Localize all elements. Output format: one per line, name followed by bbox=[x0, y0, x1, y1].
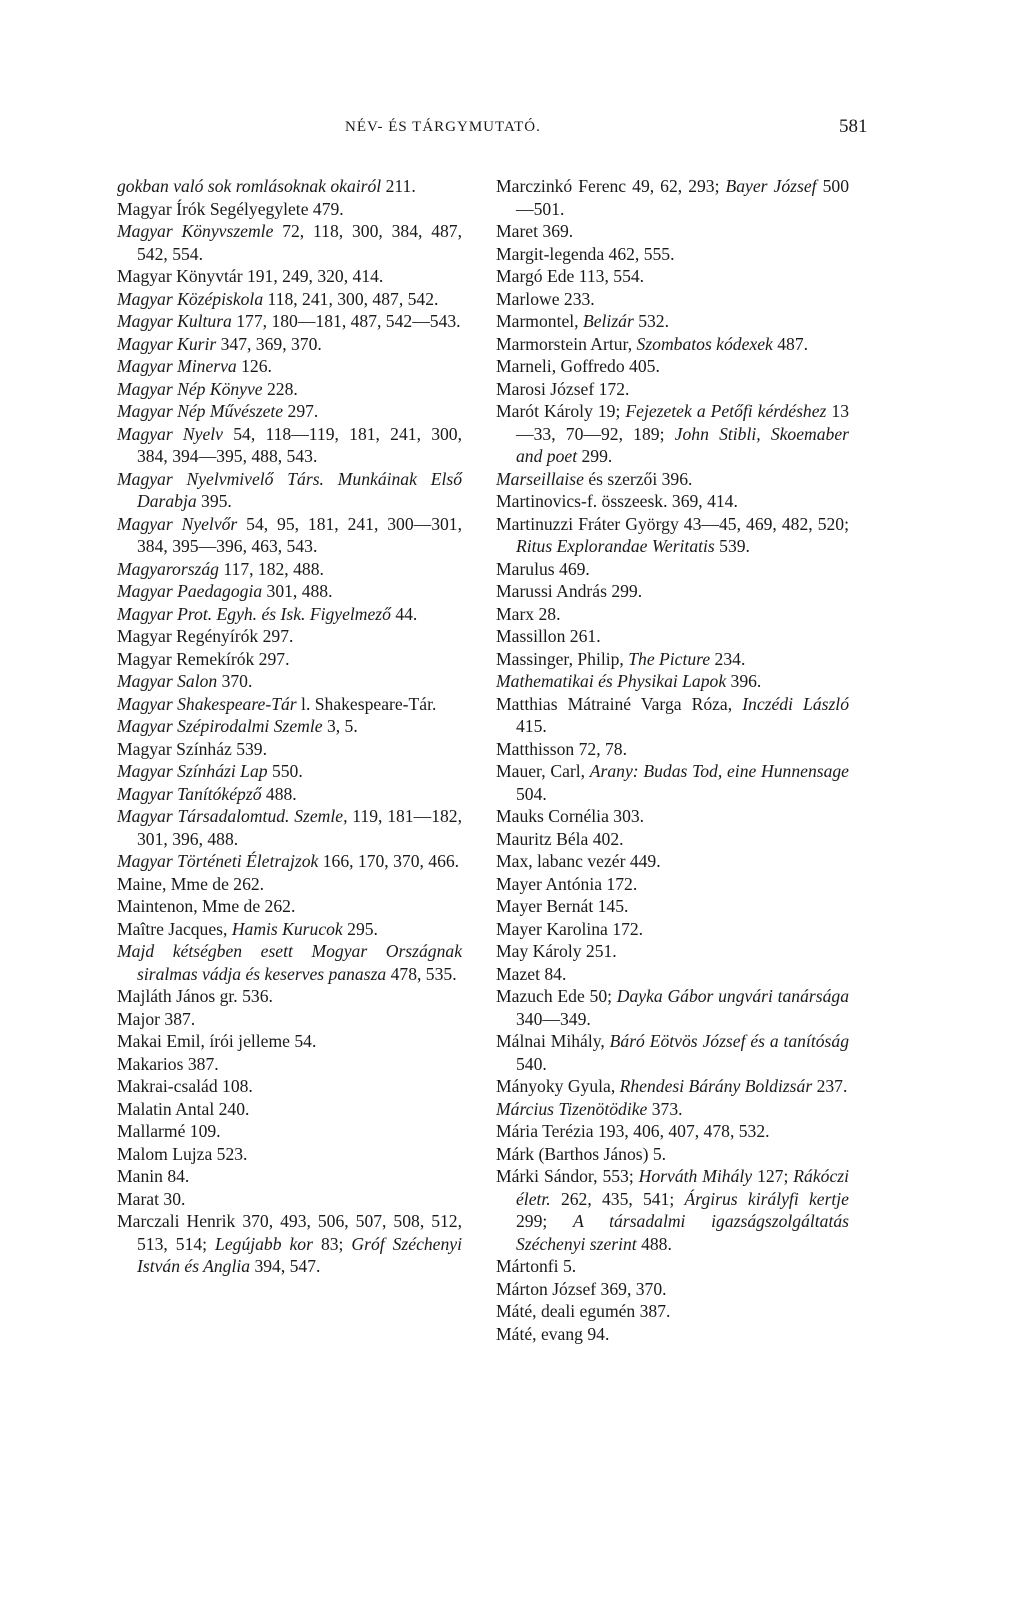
entry-title: Magyar Shakespeare-Tár bbox=[117, 693, 297, 714]
entry-text: Mayer Karolina 172. bbox=[496, 918, 644, 939]
entry-text: 297. bbox=[283, 401, 319, 421]
entry-text: Mauritz Béla 402. bbox=[496, 828, 624, 849]
index-entry bbox=[496, 1075, 849, 1098]
entry-text: és szerzői 396. bbox=[583, 468, 693, 489]
entry-title: John Stibli, Skoemaber and poet bbox=[516, 423, 849, 466]
entry-title: Magyar Nyelv bbox=[117, 423, 223, 444]
index-entry bbox=[496, 400, 849, 468]
entry-text: 532. bbox=[633, 311, 669, 331]
entry-text: Maine, Mme de 262. bbox=[117, 873, 265, 894]
entry-text: Maître Jacques, bbox=[117, 918, 232, 939]
index-entry bbox=[496, 558, 849, 581]
index-entry bbox=[496, 220, 849, 243]
entry-title: Magyar Középiskola bbox=[117, 288, 264, 309]
entry-text: 118, 241, 300, 487, 542. bbox=[263, 288, 439, 309]
entry-title: Magyar Nép Könyve bbox=[117, 378, 263, 399]
index-column-left bbox=[117, 175, 462, 1278]
entry-text: 396. bbox=[726, 671, 762, 691]
index-entry bbox=[496, 805, 849, 828]
index-entry bbox=[496, 918, 849, 941]
entry-title: Magyar Tanítóképző bbox=[117, 783, 262, 804]
index-entry bbox=[117, 648, 462, 671]
index-entry bbox=[117, 603, 462, 626]
entry-title: Árgirus királyfi kertje bbox=[684, 1188, 849, 1209]
index-entry bbox=[117, 1188, 462, 1211]
entry-title: Magyar Minerva bbox=[117, 356, 237, 376]
entry-text: May Károly 251. bbox=[496, 941, 617, 961]
entry-text: 395. bbox=[196, 491, 232, 511]
entry-title: Bayer József bbox=[725, 176, 817, 196]
entry-text: Mazet 84. bbox=[496, 963, 567, 984]
index-entry bbox=[117, 940, 462, 985]
entry-text: Marczinkó Ferenc 49, 62, 293; bbox=[496, 176, 726, 196]
entry-text: Marczali Henrik 370, 493, 506, 507, 508, 512, 513, 514; bbox=[117, 1211, 462, 1254]
index-entry bbox=[117, 985, 462, 1008]
index-entry bbox=[496, 1120, 849, 1143]
index-entry bbox=[496, 1278, 849, 1301]
entry-title: Inczédi László bbox=[742, 693, 849, 714]
index-entry bbox=[117, 760, 462, 783]
index-entry bbox=[117, 513, 462, 558]
entry-title: Magyar Szépirodalmi Szemle bbox=[117, 716, 323, 736]
index-entry bbox=[117, 400, 462, 423]
entry-text: Margó Ede 113, 554. bbox=[496, 266, 645, 286]
index-entry bbox=[496, 760, 849, 805]
entry-text: Malatin Antal 240. bbox=[117, 1098, 250, 1119]
index-entry bbox=[117, 1075, 462, 1098]
entry-text: 54, 95, 181, 241, 300—301, 384, 395—396, 463, 543. bbox=[137, 513, 463, 556]
index-entry bbox=[496, 1300, 849, 1323]
entry-text: 540. bbox=[516, 1053, 547, 1074]
entry-text: Matthias Mátrainé Varga Róza, bbox=[496, 693, 743, 714]
entry-title: Báró Eötvös József és a tanítóság bbox=[609, 1031, 849, 1051]
entry-text: Maret 369. bbox=[496, 221, 574, 241]
index-entry bbox=[496, 310, 849, 333]
entry-title: Mathematikai és Physikai Lapok bbox=[496, 671, 727, 691]
index-entry bbox=[496, 265, 849, 288]
entry-text: Máté, deali egumén 387. bbox=[496, 1301, 671, 1321]
entry-text: 488. bbox=[636, 1233, 672, 1254]
entry-text: l. Shakespeare-Tár. bbox=[296, 693, 437, 714]
entry-text: Mária Terézia 193, 406, 407, 478, 532. bbox=[496, 1121, 770, 1141]
entry-text: Marót Károly 19; bbox=[496, 401, 626, 421]
entry-title: Magyar Társadalomtud. Szemle, bbox=[117, 806, 348, 826]
entry-text: Marmorstein Artur, bbox=[496, 333, 637, 354]
entry-text: 340—349. bbox=[516, 1008, 591, 1029]
entry-text: 44. bbox=[390, 603, 418, 624]
entry-text: Mayer Bernát 145. bbox=[496, 896, 629, 916]
index-entry bbox=[117, 1030, 462, 1053]
entry-text: Matthisson 72, 78. bbox=[496, 738, 627, 759]
entry-text: Marat 30. bbox=[117, 1188, 186, 1209]
entry-text: Mauks Cornélia 303. bbox=[496, 806, 645, 826]
index-entry bbox=[496, 693, 849, 738]
index-entry bbox=[496, 355, 849, 378]
index-entry bbox=[117, 738, 462, 761]
entry-text: Martinovics-f. összeesk. 369, 414. bbox=[496, 491, 738, 511]
entry-text: 478, 535. bbox=[386, 963, 457, 984]
entry-title: Magyar Történeti Életrajzok bbox=[117, 851, 319, 871]
index-entry bbox=[496, 985, 849, 1030]
index-entry bbox=[117, 1120, 462, 1143]
index-entry bbox=[117, 220, 462, 265]
index-entry bbox=[496, 738, 849, 761]
entry-text: 13—33, 70—92, 189; bbox=[516, 401, 849, 444]
entry-text: Magyar Színház 539. bbox=[117, 738, 267, 759]
index-entry bbox=[117, 265, 462, 288]
entry-text: Mártonfi 5. bbox=[496, 1256, 577, 1276]
entry-title: Marseillaise bbox=[496, 468, 584, 489]
entry-title: Magyar Színházi Lap bbox=[117, 761, 268, 781]
index-entry bbox=[117, 850, 462, 873]
entry-text: Marlowe 233. bbox=[496, 288, 595, 309]
index-entry bbox=[117, 558, 462, 581]
entry-text: 295. bbox=[342, 918, 378, 939]
entry-text: 127; bbox=[752, 1166, 794, 1186]
index-entry bbox=[496, 963, 849, 986]
index-entry bbox=[496, 1165, 849, 1255]
index-entry bbox=[496, 243, 849, 266]
entry-text: Magyar Remekírók 297. bbox=[117, 648, 290, 669]
entry-text: Marussi András 299. bbox=[496, 581, 643, 601]
index-entry bbox=[117, 355, 462, 378]
entry-text: 126. bbox=[236, 356, 272, 376]
index-entry bbox=[117, 1008, 462, 1031]
entry-text: Márki Sándor, 553; bbox=[496, 1166, 639, 1186]
entry-title: Magyar Salon bbox=[117, 671, 218, 691]
entry-text: Marosi József 172. bbox=[496, 378, 630, 399]
index-entry bbox=[117, 805, 462, 850]
entry-title: Március Tizenötödike bbox=[496, 1098, 648, 1119]
entry-text: Margit-legenda 462, 555. bbox=[496, 243, 675, 264]
entry-text: 3, 5. bbox=[322, 716, 358, 736]
entry-text: Makrai-család 108. bbox=[117, 1076, 253, 1096]
index-entry bbox=[496, 648, 849, 671]
index-entry bbox=[496, 378, 849, 401]
index-entry bbox=[117, 895, 462, 918]
index-entry bbox=[496, 603, 849, 626]
entry-text: Márk (Barthos János) 5. bbox=[496, 1143, 667, 1164]
entry-text: 117, 182, 488. bbox=[218, 558, 324, 579]
index-entry bbox=[496, 580, 849, 603]
index-entry bbox=[496, 333, 849, 356]
index-entry bbox=[117, 873, 462, 896]
entry-text: Mayer Antónia 172. bbox=[496, 873, 638, 894]
entry-text: 54, 118—119, 181, 241, 300, 384, 394—395, 488, 543. bbox=[137, 423, 462, 466]
entry-text: 237. bbox=[812, 1076, 848, 1096]
index-entry bbox=[496, 1143, 849, 1166]
entry-text: Max, labanc vezér 449. bbox=[496, 851, 661, 871]
index-entry bbox=[496, 670, 849, 693]
entry-text: 373. bbox=[647, 1098, 683, 1119]
entry-text: Máté, evang 94. bbox=[496, 1323, 610, 1344]
index-entry bbox=[117, 378, 462, 401]
index-entry bbox=[117, 1143, 462, 1166]
entry-title: Legújabb kor bbox=[215, 1233, 313, 1254]
entry-text: 488. bbox=[261, 783, 297, 804]
entry-text: 347, 369, 370. bbox=[216, 333, 322, 354]
entry-title: Szombatos kódexek bbox=[636, 333, 773, 354]
entry-text: 500—501. bbox=[516, 176, 849, 219]
entry-text: Málnai Mihály, bbox=[496, 1031, 610, 1051]
entry-title: Horváth Mihály bbox=[638, 1166, 753, 1186]
entry-title: Belizár bbox=[582, 311, 634, 331]
entry-text: 550. bbox=[267, 761, 303, 781]
index-entry bbox=[496, 850, 849, 873]
entry-title: Magyar Kurir bbox=[117, 333, 217, 354]
index-entry bbox=[496, 940, 849, 963]
entry-text: 234. bbox=[710, 648, 746, 669]
index-entry bbox=[496, 1255, 849, 1278]
index-entry bbox=[117, 783, 462, 806]
index-entry bbox=[117, 1053, 462, 1076]
entry-text: Martinuzzi Fráter György 43—45, 469, 482, 520; bbox=[496, 513, 849, 534]
entry-text: Massinger, Philip, bbox=[496, 648, 629, 669]
entry-text: 415. bbox=[516, 716, 547, 736]
entry-text: Mallarmé 109. bbox=[117, 1121, 221, 1141]
index-entry bbox=[117, 580, 462, 603]
index-entry bbox=[117, 715, 462, 738]
entry-text: Magyar Könyvtár 191, 249, 320, 414. bbox=[117, 266, 384, 286]
index-entry bbox=[117, 693, 462, 716]
entry-title: Ritus Explorandae Weritatis bbox=[516, 536, 715, 556]
entry-text: Mauer, Carl, bbox=[496, 761, 590, 781]
entry-text: 301, 488. bbox=[262, 581, 333, 601]
entry-text: 211. bbox=[381, 176, 416, 196]
index-entry bbox=[496, 490, 849, 513]
index-entry bbox=[117, 333, 462, 356]
entry-text: 166, 170, 370, 466. bbox=[318, 851, 460, 871]
entry-text: 504. bbox=[516, 783, 547, 804]
entry-text: Manin 84. bbox=[117, 1166, 190, 1186]
entry-text: Mazuch Ede 50; bbox=[496, 986, 617, 1006]
entry-text: 299. bbox=[577, 446, 613, 466]
entry-title: Rákóczi életr. bbox=[516, 1166, 849, 1209]
entry-text: Majláth János gr. 536. bbox=[117, 986, 273, 1006]
entry-text: Marneli, Goffredo 405. bbox=[496, 356, 660, 376]
entry-title: Magyar Paedagogia bbox=[117, 581, 263, 601]
entry-title: Magyar Könyvszemle bbox=[117, 221, 274, 241]
index-entry bbox=[117, 198, 462, 221]
entry-text: 394, 547. bbox=[250, 1256, 321, 1276]
index-entry bbox=[117, 423, 462, 468]
page-number: 581 bbox=[839, 116, 868, 137]
index-entry bbox=[496, 175, 849, 220]
index-entry bbox=[117, 288, 462, 311]
entry-title: Magyar Kultura bbox=[117, 311, 232, 331]
index-entry bbox=[496, 288, 849, 311]
entry-text: Makai Emil, írói jelleme 54. bbox=[117, 1031, 317, 1051]
index-entry bbox=[117, 175, 462, 198]
entry-title: gokban való sok romlásoknak okairól bbox=[117, 176, 382, 196]
index-entry bbox=[496, 1098, 849, 1121]
entry-title: Magyar Nyelvőr bbox=[117, 513, 238, 534]
entry-text: Makarios 387. bbox=[117, 1053, 219, 1074]
index-entry bbox=[117, 1165, 462, 1188]
entry-title: Gróf Széchenyi István és Anglia bbox=[137, 1233, 462, 1276]
entry-title: Magyar Nép Művészete bbox=[117, 401, 284, 421]
entry-text: Magyar Regényírók 297. bbox=[117, 626, 294, 646]
index-entry bbox=[496, 873, 849, 896]
entry-text: 299; bbox=[516, 1211, 574, 1231]
entry-text: 228. bbox=[262, 378, 298, 399]
entry-title: Dayka Gábor ungvári tanársága bbox=[616, 986, 849, 1006]
entry-title: Fejezetek a Petőfi kérdéshez bbox=[625, 401, 827, 421]
index-entry bbox=[117, 310, 462, 333]
entry-text: 83; bbox=[312, 1233, 352, 1254]
entry-title: The Picture bbox=[628, 648, 711, 669]
entry-text: 72, 118, 300, 384, 487, 542, 554. bbox=[137, 221, 463, 264]
index-entry bbox=[496, 468, 849, 491]
entry-text: Malom Lujza 523. bbox=[117, 1143, 248, 1164]
index-entry bbox=[496, 625, 849, 648]
entry-title: A társadalmi igazságszolgáltatás Széchenyi szerint bbox=[516, 1211, 849, 1254]
index-entry bbox=[117, 670, 462, 693]
index-entry bbox=[496, 828, 849, 851]
entry-title: Majd kétségben esett Mogyar Országnak siralmas vádja és keserves panasza bbox=[117, 941, 462, 984]
entry-title: Magyar Nyelvmivelő Társ. Munkáinak Első Darabja bbox=[117, 468, 462, 511]
entry-text: 262, 435, 541; bbox=[550, 1188, 685, 1209]
entry-text: 370. bbox=[217, 671, 253, 691]
entry-text: Marulus 469. bbox=[496, 558, 590, 579]
entry-text: Massillon 261. bbox=[496, 626, 601, 646]
entry-text: Marx 28. bbox=[496, 603, 561, 624]
entry-text: Márton József 369, 370. bbox=[496, 1278, 667, 1299]
entry-text: 119, 181—182, 301, 396, 488. bbox=[137, 806, 462, 849]
index-entry bbox=[117, 918, 462, 941]
entry-text: 177, 180—181, 487, 542—543. bbox=[231, 311, 461, 331]
index-entry bbox=[117, 468, 462, 513]
entry-text: Major 387. bbox=[117, 1008, 196, 1029]
entry-text: 487. bbox=[772, 333, 809, 354]
index-entry bbox=[496, 895, 849, 918]
entry-title: Magyar Prot. Egyh. és Isk. Figyelmező bbox=[117, 603, 391, 624]
index-column-right bbox=[496, 175, 849, 1345]
entry-title: Hamis Kurucok bbox=[231, 918, 343, 939]
running-head: NÉV- ÉS TÁRGYMUTATÓ. bbox=[345, 119, 541, 135]
index-entry bbox=[117, 1210, 462, 1278]
entry-title: Rhendesi Bárány Boldizsár bbox=[619, 1076, 813, 1096]
entry-text: Marmontel, bbox=[496, 311, 583, 331]
entry-text: 539. bbox=[714, 536, 750, 556]
index-entry bbox=[117, 1098, 462, 1121]
entry-title: Arany: Budas Tod, eine Hunnensage bbox=[589, 761, 849, 781]
entry-text: Maintenon, Mme de 262. bbox=[117, 896, 296, 916]
entry-text: Magyar Írók Segélyegylete 479. bbox=[117, 198, 344, 219]
index-entry bbox=[496, 513, 849, 558]
entry-title: Magyarország bbox=[117, 558, 219, 579]
index-entry bbox=[117, 625, 462, 648]
index-entry bbox=[496, 1323, 849, 1346]
entry-text: Mányoky Gyula, bbox=[496, 1076, 620, 1096]
index-entry bbox=[496, 1030, 849, 1075]
